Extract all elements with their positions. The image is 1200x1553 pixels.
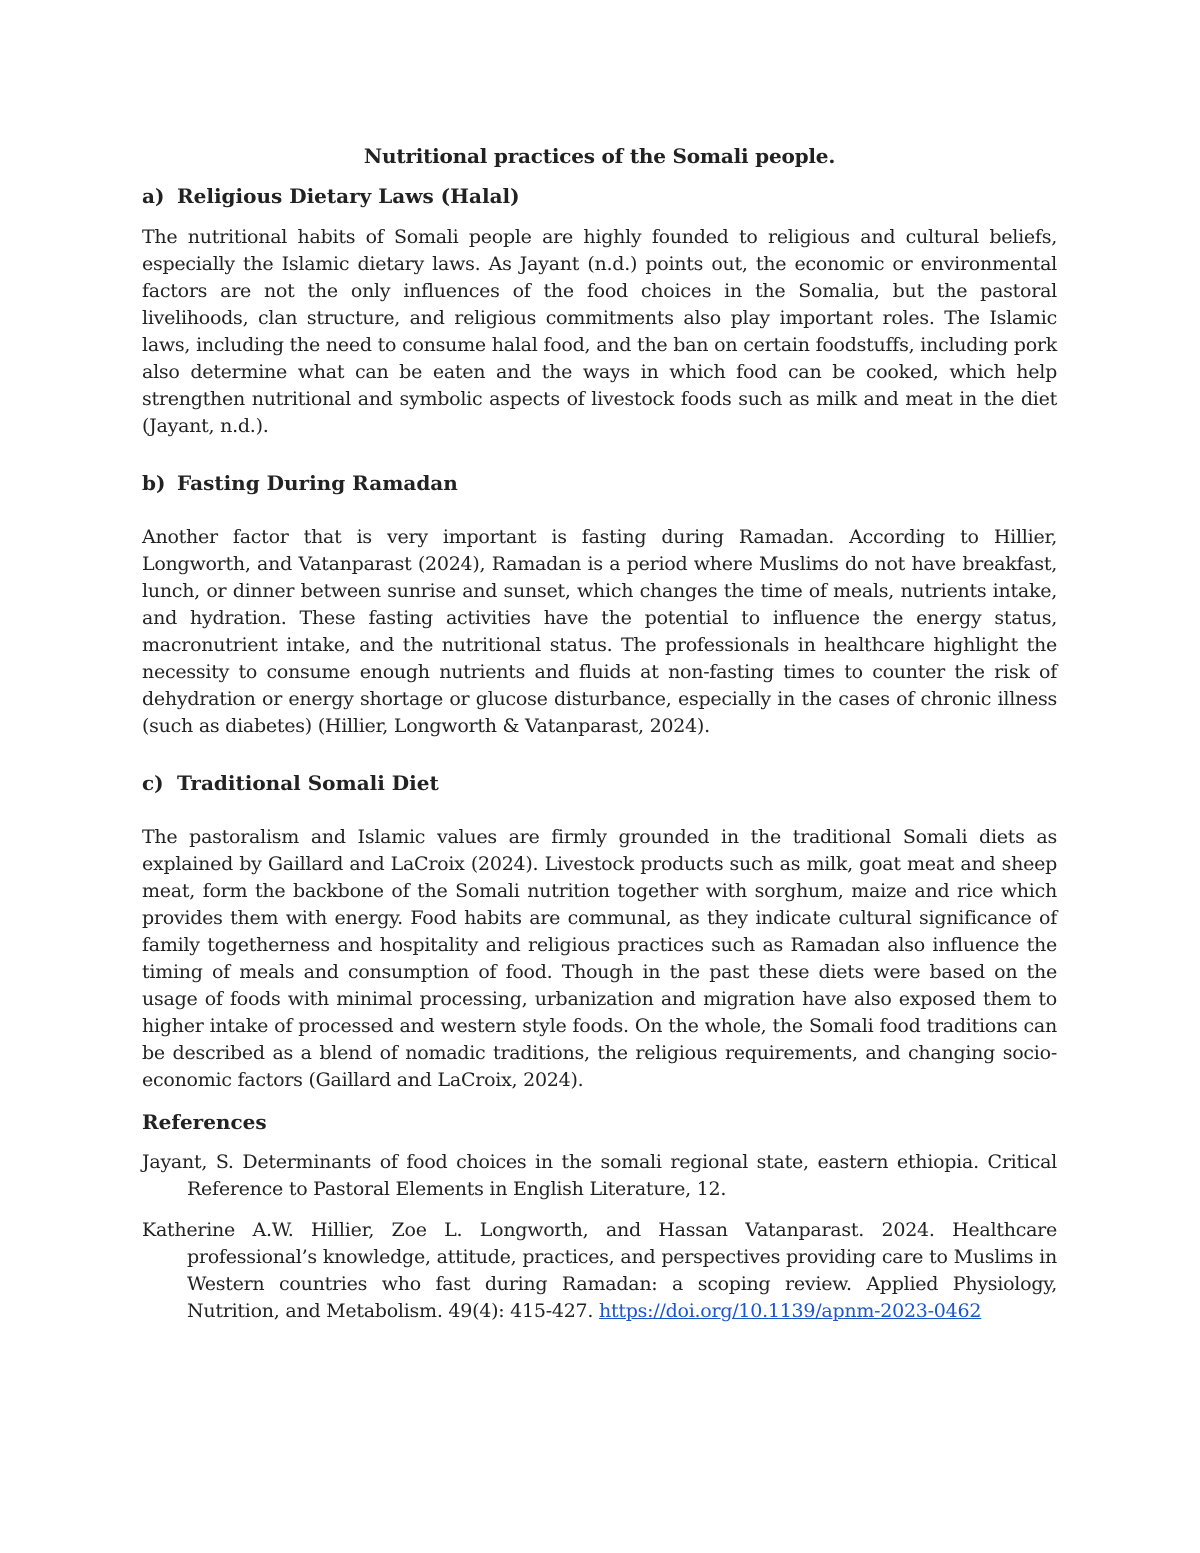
section-paragraph-fasting-during-ramadan: Another factor that is very important is fasting during Ramadan. According to Hillier, Longworth, and Vatanparast (2024), Ramadan is a period where Muslims do not have breakfast, lunch, or dinner between sunrise and sunset, which changes the time of meals, nutrients intake, and hydration. These fasting activities have the potential to influence the energy status, macronutrient intake, and the nutritional status. The professionals in healthcare highlight the necessity to consume enough nutrients and fluids at non-fasting times to counter the risk of dehydration or energy shortage or glucose disturbance, especially in the cases of chronic illness (such as diabetes) (Hillier, Longworth & Vatanparast, 2024). — [142, 526, 1057, 737]
section-heading-text: Traditional Somali Diet — [177, 771, 439, 795]
document-page — [142, 142, 1057, 1325]
section-marker: b) — [142, 471, 166, 495]
reference-text: Katherine A.W. Hillier, Zoe L. Longworth, and Hassan Vatanparast. 2024. Healthcare professional’s knowledge, attitude, practices, and perspectives providing care to Muslims in Western countries who fast during Ramadan: a scoping review. Applied Physiology, Nutrition, and Metabolism. 49(4): 415-427. — [142, 1219, 1057, 1322]
section-heading-traditional-somali-diet — [142, 769, 1057, 797]
section-paragraph-traditional-somali-diet: The pastoralism and Islamic values are firmly grounded in the traditional Somali diets as explained by Gaillard and LaCroix (2024). Livestock products such as milk, goat meat and sheep meat, form the backbone of the Somali nutrition together with sorghum, maize and rice which provides them with energy. Food habits are communal, as they indicate cultural significance of family togetherness and hospitality and religious practices such as Ramadan also influence the timing of meals and consumption of food. Though in the past these diets were based on the usage of foods with minimal processing, urbanization and migration have also exposed them to higher intake of processed and western style foods. On the whole, the Somali food traditions can be described as a blend of nomadic traditions, the religious requirements, and changing socio-economic factors (Gaillard and LaCroix, 2024). — [142, 826, 1057, 1091]
section-heading-text: Religious Dietary Laws (Halal) — [177, 184, 520, 208]
section-paragraph-religious-dietary-laws: The nutritional habits of Somali people are highly founded to religious and cultural beliefs, especially the Islamic dietary laws. As Jayant (n.d.) points out, the economic or environmental factors are not the only influences of the food choices in the Somalia, but the pastoral livelihoods, clan structure, and religious commitments also play important roles. The Islamic laws, including the need to consume halal food, and the ban on certain foodstuffs, including pork also determine what can be eaten and the ways in which food can be cooked, which help strengthen nutritional and symbolic aspects of livestock foods such as milk and meat in the diet (Jayant, n.d.). — [142, 226, 1057, 437]
reference-text: Jayant, S. Determinants of food choices in the somali regional state, eastern ethiopia. Critical Reference to Pastoral Elements in English Literature, 12. — [142, 1151, 1057, 1200]
section-heading-religious-dietary-laws — [142, 182, 1057, 210]
references-heading: References — [142, 1110, 267, 1134]
reference-item-hillier — [142, 1217, 1057, 1325]
section-heading-fasting-during-ramadan — [142, 469, 1057, 497]
doi-link[interactable]: https://doi.org/10.1139/apnm-2023-0462 — [598, 1300, 982, 1322]
section-marker: c) — [142, 771, 164, 795]
section-marker: a) — [142, 184, 165, 208]
document-title: Nutritional practices of the Somali people. — [363, 144, 836, 168]
reference-item-jayant — [142, 1149, 1057, 1203]
section-heading-text: Fasting During Ramadan — [177, 471, 458, 495]
